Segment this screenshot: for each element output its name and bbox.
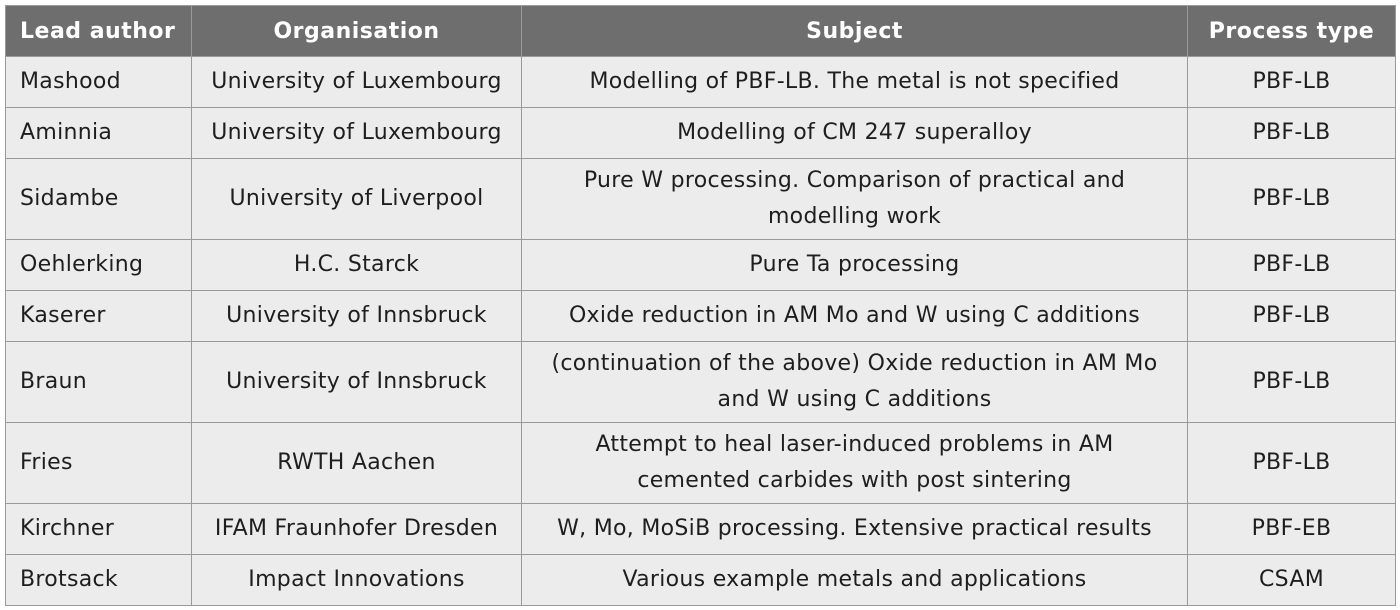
cell-process: PBF-LB [1188,159,1396,240]
cell-process: CSAM [1188,555,1396,606]
table-container [5,5,1396,606]
cell-subject: Modelling of PBF-LB. The metal is not specified [522,57,1188,108]
table-row [6,240,1396,291]
cell-organisation: Impact Innovations [192,555,522,606]
cell-subject: Pure W processing. Comparison of practical and modelling work [522,159,1188,240]
table-row [6,504,1396,555]
table-row [6,57,1396,108]
table-row [6,108,1396,159]
cell-organisation: IFAM Fraunhofer Dresden [192,504,522,555]
cell-process: PBF-LB [1188,291,1396,342]
cell-subject: Oxide reduction in AM Mo and W using C additions [522,291,1188,342]
cell-subject: Attempt to heal laser-induced problems in AM cemented carbides with post sintering [522,423,1188,504]
cell-subject: Various example metals and applications [522,555,1188,606]
cell-organisation: University of Luxembourg [192,108,522,159]
header-lead-author: Lead author [6,6,192,57]
cell-process: PBF-LB [1188,423,1396,504]
table-row [6,291,1396,342]
cell-process: PBF-EB [1188,504,1396,555]
cell-subject: W, Mo, MoSiB processing. Extensive practical results [522,504,1188,555]
cell-process: PBF-LB [1188,240,1396,291]
cell-subject: Pure Ta processing [522,240,1188,291]
research-table [5,5,1396,606]
table-row [6,555,1396,606]
cell-process: PBF-LB [1188,57,1396,108]
cell-author: Braun [6,342,192,423]
cell-author: Aminnia [6,108,192,159]
cell-organisation: RWTH Aachen [192,423,522,504]
cell-process: PBF-LB [1188,342,1396,423]
cell-author: Brotsack [6,555,192,606]
cell-organisation: University of Liverpool [192,159,522,240]
table-row [6,159,1396,240]
cell-author: Oehlerking [6,240,192,291]
cell-author: Sidambe [6,159,192,240]
table-row [6,342,1396,423]
header-row [6,6,1396,57]
header-subject: Subject [522,6,1188,57]
cell-subject: (continuation of the above) Oxide reduction in AM Mo and W using C additions [522,342,1188,423]
cell-organisation: University of Luxembourg [192,57,522,108]
cell-author: Fries [6,423,192,504]
table-row [6,423,1396,504]
header-process-type: Process type [1188,6,1396,57]
cell-organisation: University of Innsbruck [192,291,522,342]
cell-organisation: H.C. Starck [192,240,522,291]
cell-organisation: University of Innsbruck [192,342,522,423]
header-organisation: Organisation [192,6,522,57]
cell-author: Kaserer [6,291,192,342]
cell-subject: Modelling of CM 247 superalloy [522,108,1188,159]
cell-process: PBF-LB [1188,108,1396,159]
cell-author: Kirchner [6,504,192,555]
cell-author: Mashood [6,57,192,108]
